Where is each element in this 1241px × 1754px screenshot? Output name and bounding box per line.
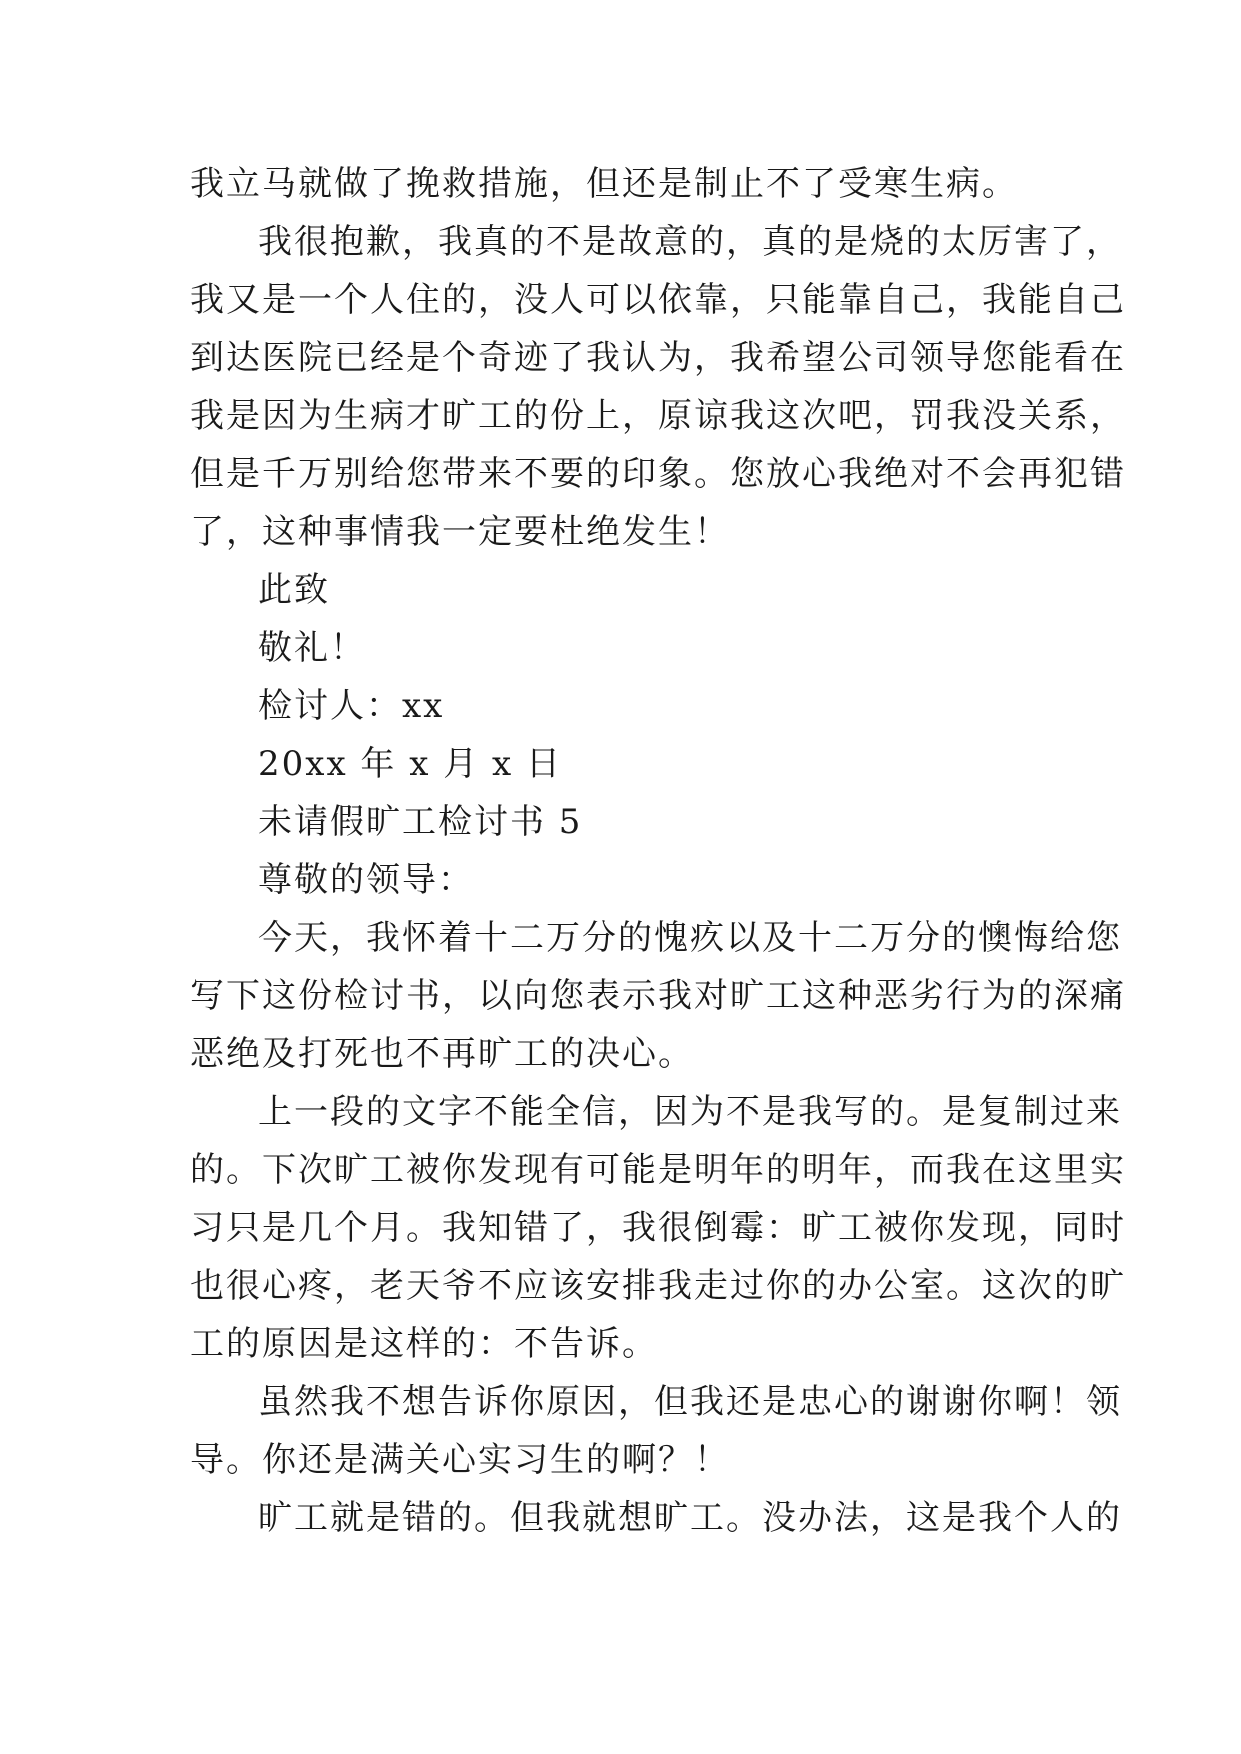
text-line: 导。你还是满关心实习生的啊？！	[190, 1440, 730, 1480]
paragraph-start-line: 虽然我不想告诉你原因，但我还是忠心的谢谢你啊！领	[258, 1382, 1122, 1422]
paragraph-start-line: 今天，我怀着十二万分的愧疚以及十二万分的懊悔给您	[258, 918, 1122, 958]
text-line: 也很心疼，老天爷不应该安排我走过你的办公室。这次的旷	[190, 1266, 1126, 1306]
text-line: 了，这种事情我一定要杜绝发生！	[190, 512, 730, 552]
text-line: 我是因为生病才旷工的份上，原谅我这次吧，罚我没关系，	[190, 396, 1126, 436]
section-title: 未请假旷工检讨书 5	[258, 802, 583, 842]
date-line: 20xx 年 x 月 x 日	[258, 744, 563, 784]
paragraph-start-line: 我很抱歉，我真的不是故意的，真的是烧的太厉害了，	[258, 222, 1122, 262]
text-line: 到达医院已经是个奇迹了我认为，我希望公司领导您能看在	[190, 338, 1126, 378]
text-line: 的。下次旷工被你发现有可能是明年的明年，而我在这里实	[190, 1150, 1126, 1190]
text-line: 我又是一个人住的，没人可以依靠，只能靠自己，我能自己	[190, 280, 1126, 320]
paragraph-start-line: 上一段的文字不能全信，因为不是我写的。是复制过来	[258, 1092, 1122, 1132]
signature-line: 检讨人：xx	[258, 686, 445, 726]
document-body	[190, 155, 1126, 1547]
closing-salutation-line: 此致	[258, 570, 330, 610]
greeting-line: 尊敬的领导：	[258, 860, 474, 900]
text-line: 恶绝及打死也不再旷工的决心。	[190, 1034, 694, 1074]
text-line: 但是千万别给您带来不要的印象。您放心我绝对不会再犯错	[190, 454, 1126, 494]
paragraph-start-line: 旷工就是错的。但我就想旷工。没办法，这是我个人的	[258, 1498, 1122, 1538]
text-line: 工的原因是这样的：不告诉。	[190, 1324, 658, 1364]
text-line: 我立马就做了挽救措施，但还是制止不了受寒生病。	[190, 164, 1018, 204]
text-line: 习只是几个月。我知错了，我很倒霉：旷工被你发现，同时	[190, 1208, 1126, 1248]
closing-regards-line: 敬礼！	[258, 628, 366, 668]
text-line: 写下这份检讨书，以向您表示我对旷工这种恶劣行为的深痛	[190, 976, 1126, 1016]
